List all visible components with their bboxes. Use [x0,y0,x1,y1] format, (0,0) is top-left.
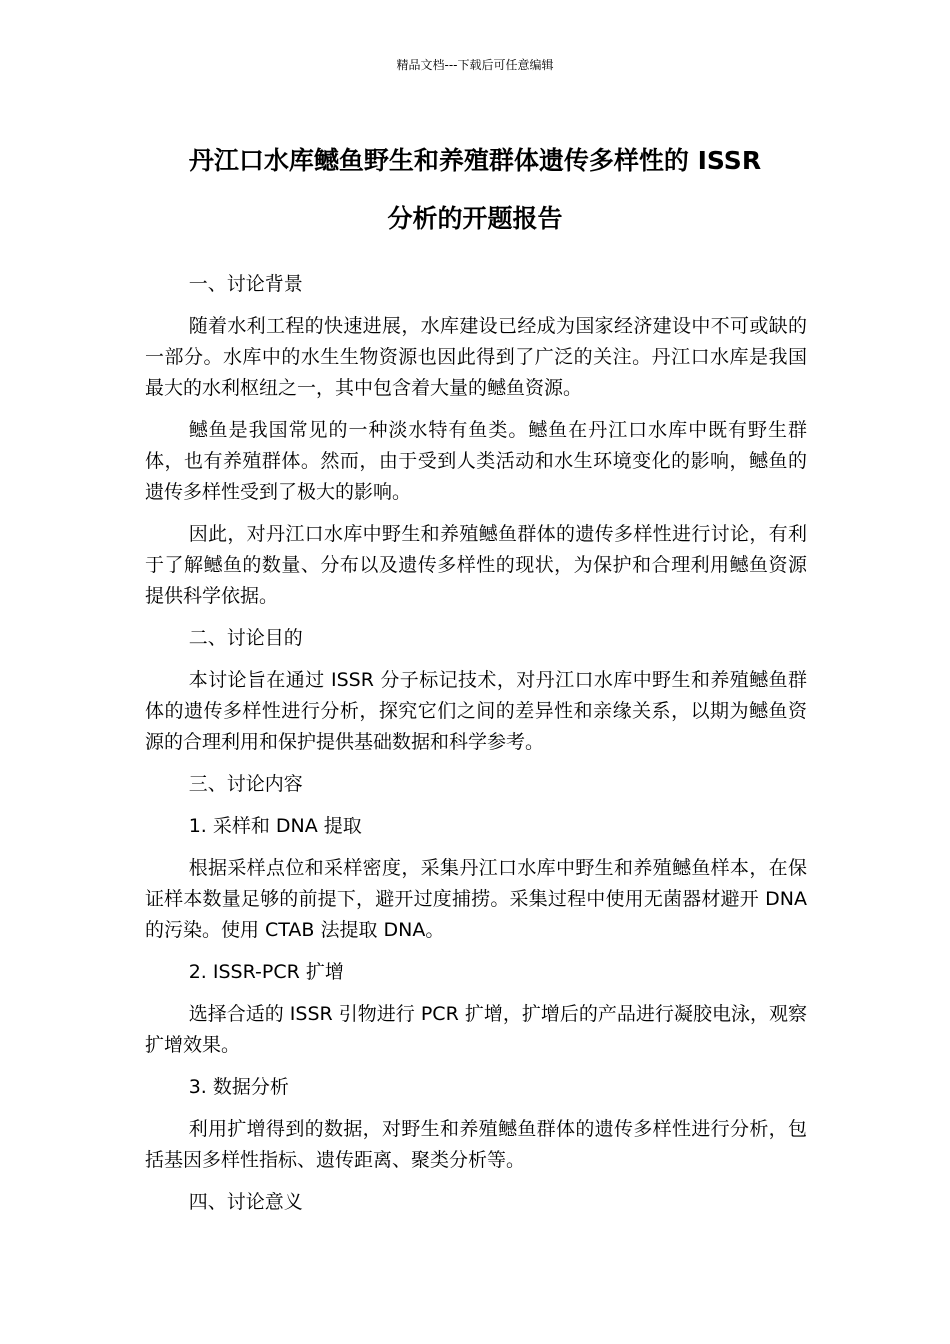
paragraph: 本讨论旨在通过 ISSR 分子标记技术，对丹江口水库中野生和养殖鳡鱼群体的遗传多样性进行分析，探究它们之间的差异性和亲缘关系，以期为鳡鱼资源的合理利用和保护提供基础数据和科学参考。 [145,669,807,753]
subsection-heading-analysis: 3. 数据分析 [188,1076,289,1098]
paragraph: 利用扩增得到的数据，对野生和养殖鳡鱼群体的遗传多样性进行分析，包括基因多样性指标、遗传距离、聚类分析等。 [145,1118,807,1171]
paragraph: 鳡鱼是我国常见的一种淡水特有鱼类。鳡鱼在丹江口水库中既有野生群体，也有养殖群体。然而，由于受到人类活动和水生环境变化的影响，鳡鱼的遗传多样性受到了极大的影响。 [145,419,807,503]
document-title [100,132,850,248]
paragraph: 因此，对丹江口水库中野生和养殖鳡鱼群体的遗传多样性进行讨论，有利于了解鳡鱼的数量、分布以及遗传多样性的现状，为保护和合理利用鳡鱼资源提供科学依据。 [145,523,807,607]
document-body [145,269,807,1229]
section-heading-background: 一、讨论背景 [188,273,303,295]
section-heading-purpose: 二、讨论目的 [188,627,303,649]
paragraph: 随着水利工程的快速进展，水库建设已经成为国家经济建设中不可或缺的一部分。水库中的水生生物资源也因此得到了广泛的关注。丹江口水库是我国最大的水利枢纽之一，其中包含着大量的鳡鱼资源。 [145,315,807,399]
section-heading-content: 三、讨论内容 [188,773,303,795]
subsection-heading-sampling: 1. 采样和 DNA 提取 [188,815,362,837]
document-title-line-1: 丹江口水库鳡鱼野生和养殖群体遗传多样性的 ISSR [188,146,762,175]
document-title-line-2: 分析的开题报告 [387,204,563,233]
paragraph: 根据采样点位和采样密度，采集丹江口水库中野生和养殖鳡鱼样本，在保证样本数量足够的前提下，避开过度捕捞。采集过程中使用无菌器材避开 DNA 的污染。使用 CTAB 法提取 DNA。 [145,857,807,941]
section-heading-significance: 四、讨论意义 [188,1191,303,1213]
subsection-heading-pcr: 2. ISSR-PCR 扩增 [188,961,344,983]
page-header: 精品文档---下载后可任意编辑 [396,58,554,72]
paragraph: 选择合适的 ISSR 引物进行 PCR 扩增，扩增后的产品进行凝胶电泳，观察扩增效果。 [145,1003,807,1056]
